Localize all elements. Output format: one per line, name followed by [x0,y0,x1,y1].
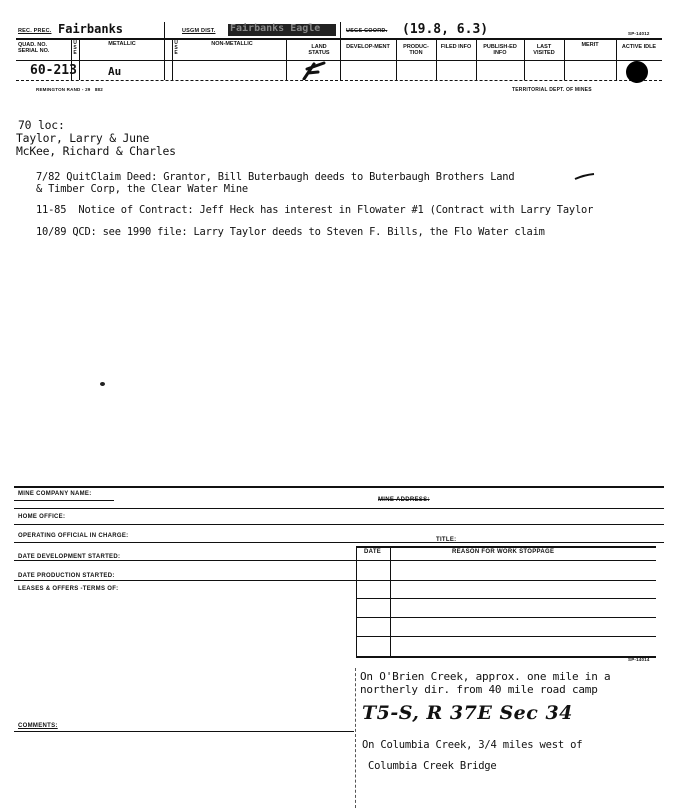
lower-rule-thick [14,486,664,488]
header-footer-right: TERRITORIAL DEPT. OF MINES [512,87,592,93]
last-visited-header: LAST VISITED [533,44,555,56]
usgs-coord-label: USGS COORD. [346,28,388,34]
dev-started-label: DATE DEVELOPMENT STARTED: [18,554,121,560]
published-info-header: PUBLISH-ED INFO [483,44,517,56]
header-card [16,22,662,80]
land-status-checkmark-icon [298,60,334,80]
location-note-line: On O'Brien Creek, approx. one mile in a [360,670,611,683]
entry-date: 10/89 [36,226,67,238]
title-label: TITLE: [436,537,457,543]
header-divider [616,38,617,80]
notes-margin [355,668,356,808]
handwritten-legal-description: T5-S, R 37E Sec 34 [362,702,573,724]
date-column-header: DATE [364,549,382,555]
header-form-number: SP-14012 [628,31,650,36]
lower-rule [14,524,664,525]
usgs-coord-value: (19.8, 6.3) [402,22,489,37]
stoppage-table-divider [390,546,391,656]
rec-prec-label: REC. PREC. [18,28,52,34]
location-note-line: On Columbia Creek, 3/4 miles west of [362,739,583,751]
lower-rule [14,580,656,581]
entry-line [36,183,248,195]
header-rule-mid [16,60,662,61]
header-footer-left: REMINGTON RAND - 29 882 [36,87,103,92]
location-note-line: northerly dir. from 40 mile road camp [360,683,598,696]
lower-rule [14,508,664,509]
rec-prec-value: Fairbanks [58,22,124,36]
filed-info-header: FILED INFO [440,44,472,50]
land-status-header: LAND STATUS [308,44,330,56]
comments-label: COMMENTS: [18,723,58,729]
comments-rule [14,731,354,732]
quad-serial-value: 60-213 [30,63,77,78]
quad-serial-header: QUAD. NO. SERIAL NO. [18,42,50,54]
entry-text: QuitClaim Deed: Grantor, Bill Buterbaugh deeds to Buterbaugh Brothers Land [66,171,515,183]
header-divider [436,38,437,80]
stoppage-row-rule [356,636,656,637]
production-header: PRODUC-TION [403,44,429,56]
pen-mark-icon [574,172,596,182]
lower-rule [14,560,656,561]
entry-line [36,204,593,216]
metallic-header: METALLIC [108,41,136,47]
entry-date: 11-85 [36,204,67,216]
stoppage-table-left [356,546,357,656]
entry-text: QCD: see 1990 file: Larry Taylor deeds to Steven F. Bills, the Flo Water claim [72,226,545,238]
entry-line [36,171,514,183]
header-divider [164,22,165,80]
mine-address-label: MINE ADDRESS: [378,497,430,503]
stoppage-row-rule [356,598,656,599]
reason-column-header: REASON FOR WORK STOPPAGE [452,549,555,555]
home-office-label: HOME OFFICE: [18,514,66,520]
location-note-line: Columbia Creek Bridge [368,760,497,772]
entry-date: 7/82 [36,171,61,183]
metallic-value: Au [108,65,122,78]
active-idle-header: ACTIVE IDLE [621,44,657,50]
mine-company-label: MINE COMPANY NAME: [18,491,92,497]
header-rule-bottom [16,80,662,81]
prod-started-label: DATE PRODUCTION STARTED: [18,573,115,579]
lower-rule [14,542,664,543]
header-divider [476,38,477,80]
header-rule-top [16,38,662,40]
operating-official-label: OPERATING OFFICIAL IN CHARGE: [18,533,129,539]
usgm-dist-value: Fairbanks Eagle [230,23,321,34]
active-status-dot [626,61,648,83]
entry-text: & Timber Corp, the Clear Water Mine [36,183,248,195]
nonmetallic-header: NON-METALLIC [211,41,253,47]
header-divider [564,38,565,80]
header-divider [396,38,397,80]
header-divider [524,38,525,80]
entry-text: Notice of Contract: Jeff Heck has interest in Flowater #1 (Contract with Larry Taylor [78,204,594,216]
merit-header: MERIT [581,42,599,48]
leases-label: LEASES & OFFERS -TERMS OF: [18,586,119,592]
stoppage-row-rule [356,617,656,618]
header-divider [286,38,287,80]
owner-line: McKee, Richard & Charles [16,144,176,158]
stoppage-table-bottom [356,656,656,658]
ink-speck [100,382,105,386]
use-header: U S E [73,40,77,56]
usgm-dist-label: USGM DIST. [182,28,216,34]
entry-line [36,226,545,238]
owner-line: Taylor, Larry & June [16,131,150,145]
owners-loc: 70 loc: [18,118,65,132]
lower-form-number: SP-14014 [628,657,650,662]
stoppage-table-top [356,546,656,548]
use-header: U S E [174,40,178,56]
lower-rule [14,500,114,501]
development-header: DEVELOP-MENT [346,44,390,50]
header-divider [340,22,341,80]
